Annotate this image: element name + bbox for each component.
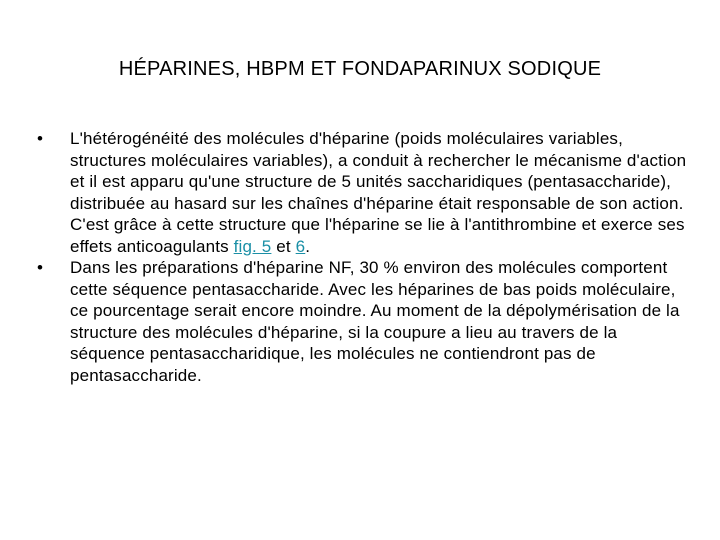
fig-5-link[interactable]: fig. 5	[233, 236, 272, 256]
bullet-marker: •	[36, 258, 44, 277]
bullet-1-text: L'hétérogénéité des molécules d'héparine (poids moléculaires variables, structures moléculaires variables), a conduit à rechercher le mécanisme d'action et il est apparu qu'une structure de 5 unités saccharidiques (pentasaccharide), distribuée au hasard sur les chaînes d'héparine était responsable de son action. C'est grâce à cette structure que l'héparine se lie à l'antithrombine et exerce ses effets anticoagulants	[70, 129, 687, 256]
bullet-list	[0, 128, 720, 386]
fig-6-link[interactable]: 6	[295, 236, 306, 256]
slide-title: HÉPARINES, HBPM ET FONDAPARINUX SODIQUE	[118, 58, 602, 80]
bullet-1-conjunction: et	[271, 236, 296, 256]
bullet-1-end: .	[305, 236, 311, 256]
bullet-item-1	[0, 128, 720, 257]
bullet-item-2	[0, 257, 720, 386]
bullet-2-text: Dans les préparations d'héparine NF, 30 % environ des molécules comportent cette séquence pentasaccharide. Avec les héparines de bas poids moléculaire, ce pourcentage serait encore moindre. Au moment de la dépolymérisation de la structure des molécules d'héparine, si la coupure a lieu au travers de la séquence pentasaccharidique, les molécules ne contiendront pas de pentasaccharide.	[70, 258, 680, 385]
bullet-marker: •	[36, 129, 44, 148]
